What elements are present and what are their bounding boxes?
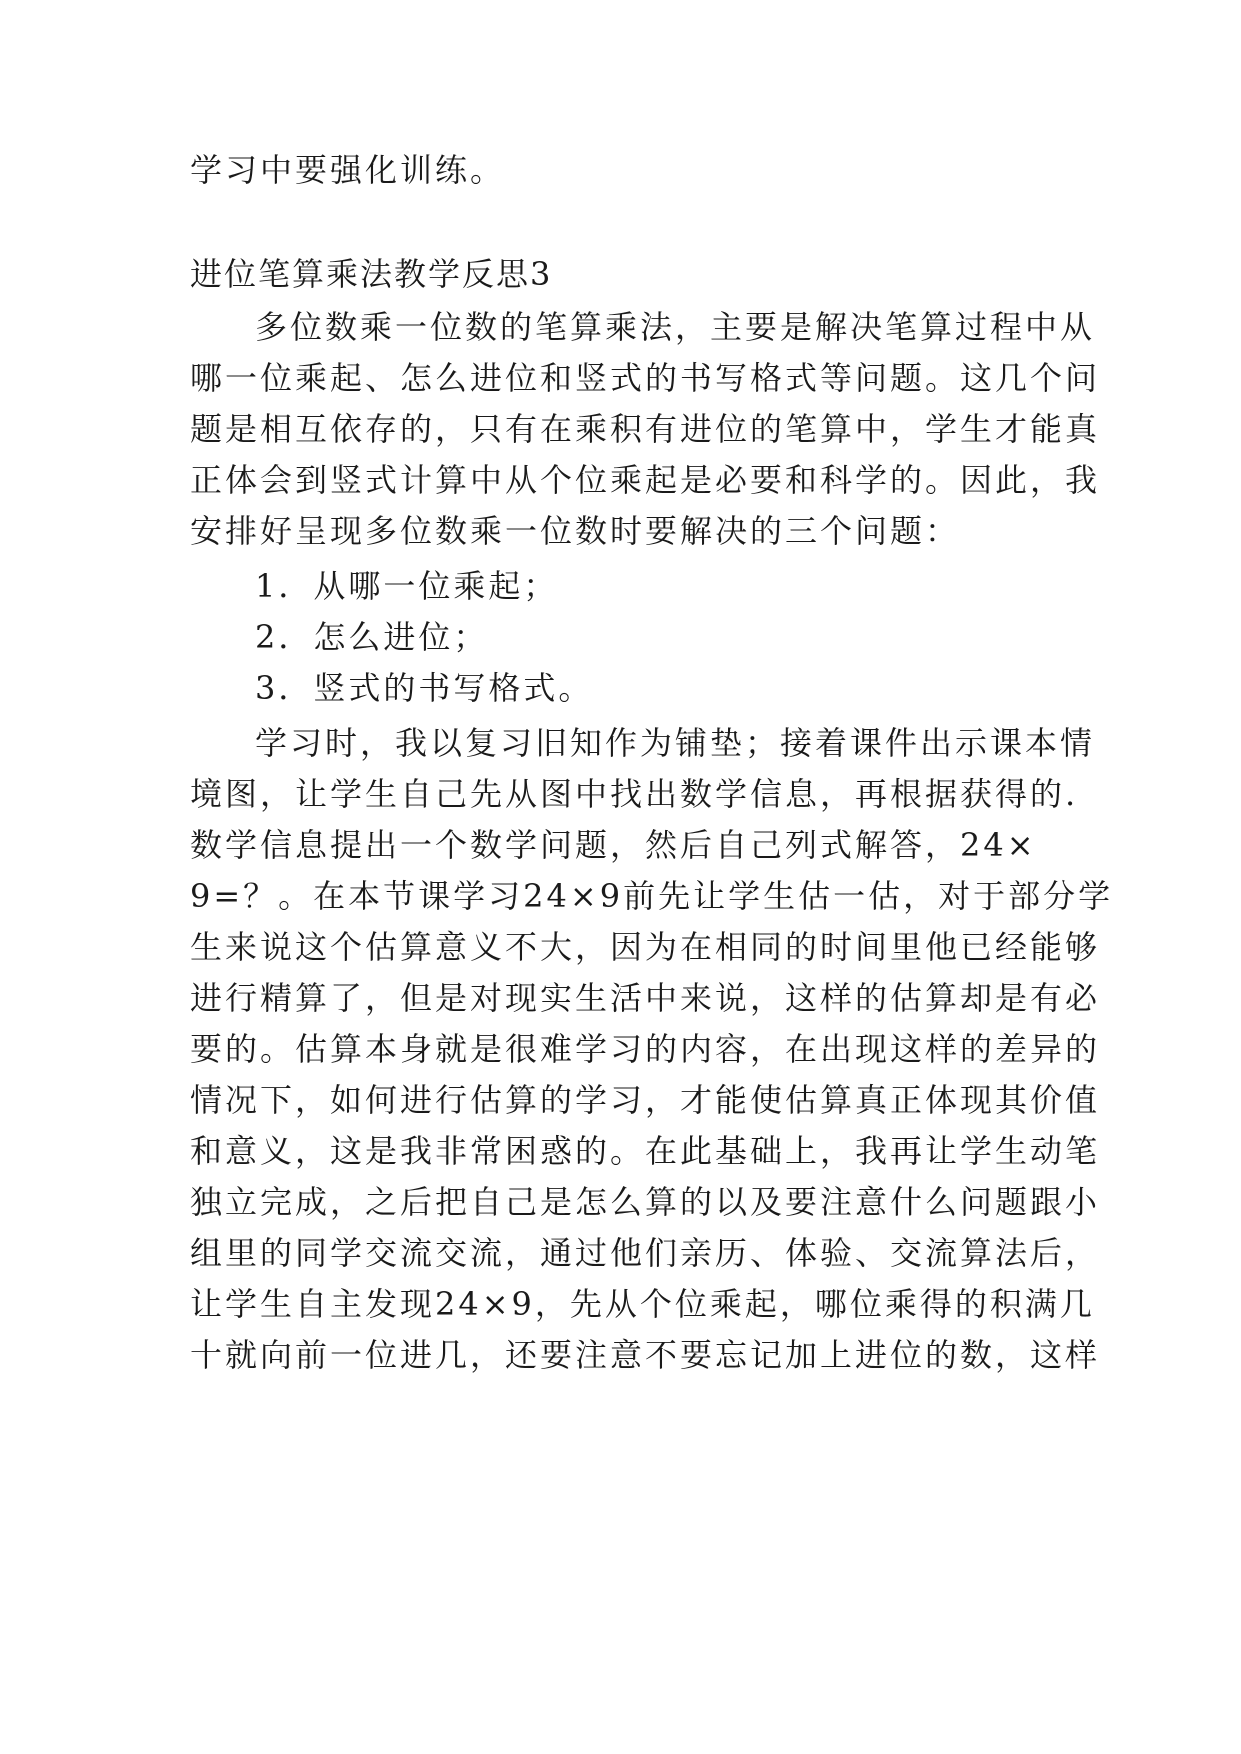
list-item: 3．竖式的书写格式。: [255, 669, 594, 707]
paragraph-line: 题是相互依存的，只有在乘积有进位的笔算中，学生才能真: [190, 410, 1101, 448]
paragraph-line: 哪一位乘起、怎么进位和竖式的书写格式等问题。这几个问: [190, 359, 1101, 397]
paragraph-line: 正体会到竖式计算中从个位乘起是必要和科学的。因此，我: [190, 461, 1101, 499]
carry-over-line: 学习中要强化训练。: [190, 151, 506, 189]
section-title: 进位笔算乘法教学反思3: [190, 255, 553, 293]
paragraph-line: 情况下，如何进行估算的学习，才能使估算真正体现其价值: [190, 1081, 1101, 1119]
paragraph-line: 9=？。在本节课学习24×9前先让学生估一估，对于部分学: [190, 877, 1114, 915]
list-item: 2．怎么进位；: [255, 618, 489, 656]
paragraph-line: 组里的同学交流交流，通过他们亲历、体验、交流算法后，: [190, 1234, 1101, 1272]
paragraph-line: 数学信息提出一个数学问题，然后自己列式解答，24×: [190, 826, 1037, 864]
paragraph-line: 学习时，我以复习旧知作为铺垫；接着课件出示课本情: [255, 724, 1096, 762]
paragraph-line: 要的。估算本身就是很难学习的内容，在出现这样的差异的: [190, 1030, 1101, 1068]
paragraph-line: 安排好呈现多位数乘一位数时要解决的三个问题：: [190, 512, 961, 550]
paragraph-line: 境图，让学生自己先从图中找出数学信息，再根据获得的.: [190, 775, 1079, 813]
paragraph-line: 让学生自主发现24×9，先从个位乘起，哪位乘得的积满几: [190, 1285, 1095, 1323]
paragraph-line: 多位数乘一位数的笔算乘法，主要是解决笔算过程中从: [255, 308, 1096, 346]
paragraph-line: 生来说这个估算意义不大，因为在相同的时间里他已经能够: [190, 928, 1101, 966]
paragraph-line: 十就向前一位进几，还要注意不要忘记加上进位的数，这样: [190, 1336, 1101, 1374]
paragraph-line: 独立完成，之后把自己是怎么算的以及要注意什么问题跟小: [190, 1183, 1101, 1221]
paragraph-line: 和意义，这是我非常困惑的。在此基础上，我再让学生动笔: [190, 1132, 1101, 1170]
list-item: 1．从哪一位乘起；: [255, 567, 559, 605]
paragraph-line: 进行精算了，但是对现实生活中来说，这样的估算却是有必: [190, 979, 1101, 1017]
